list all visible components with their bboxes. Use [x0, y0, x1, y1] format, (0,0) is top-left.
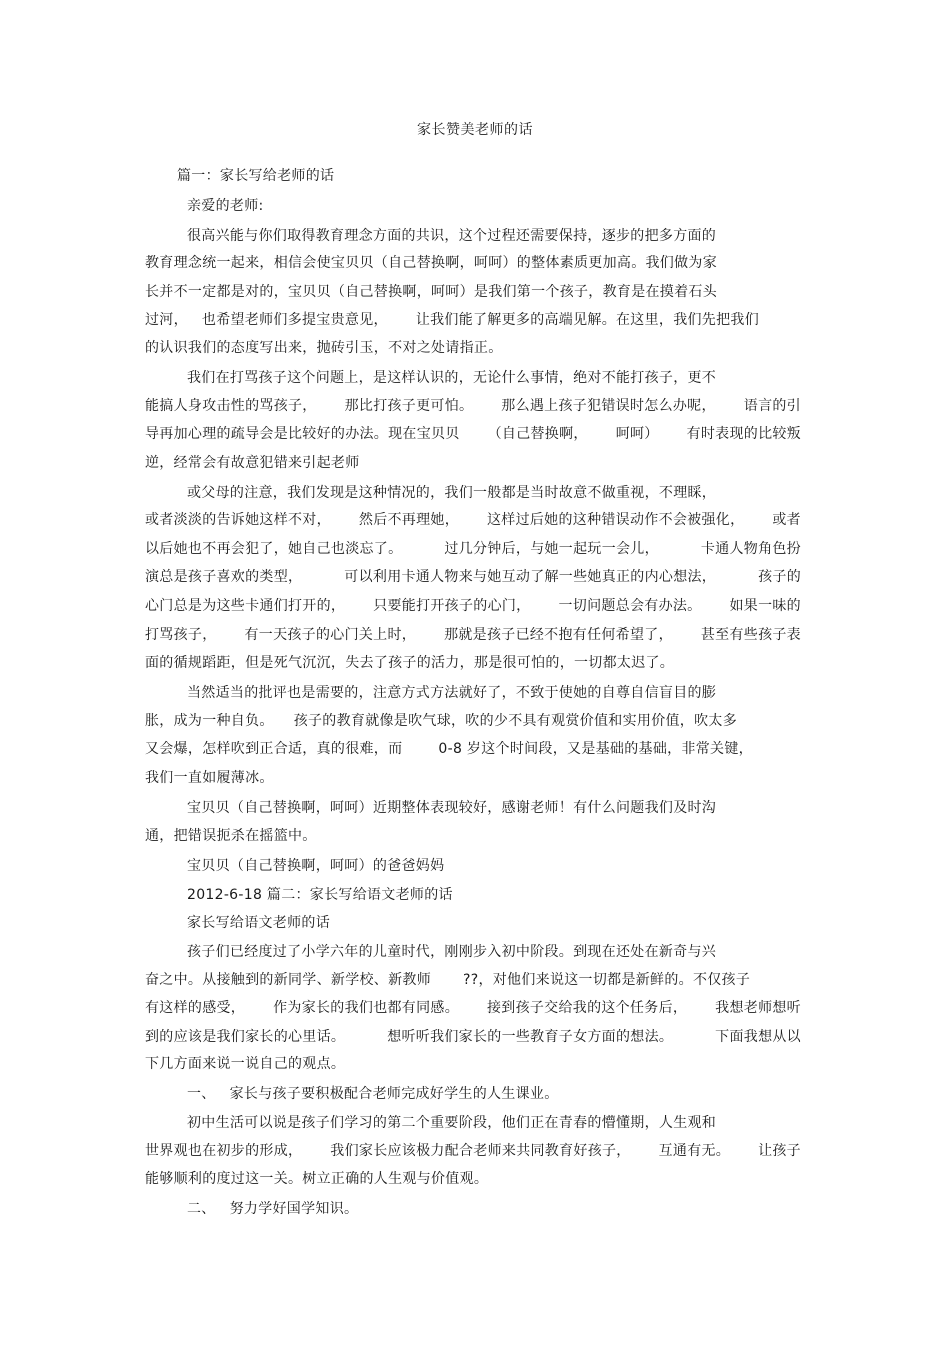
- text-segment: 下面我想从以: [715, 1029, 801, 1045]
- text-segment: 作为家长的我们也都有同感。: [273, 1000, 459, 1016]
- text-segment: 只要能打开孩子的心门，: [373, 598, 531, 614]
- paragraph-line: 教育理念统一起来，相信会使宝贝贝（自己替换啊，呵呵）的整体素质更加高。我们做为家: [145, 255, 717, 271]
- list-item: [187, 1200, 358, 1218]
- signature: 宝贝贝（自己替换啊，呵呵）的爸爸妈妈: [187, 858, 445, 874]
- text-segment: 互通有无。: [658, 1143, 731, 1159]
- paragraph-line: 逆，经常会有故意犯错来引起老师: [145, 455, 360, 471]
- text-segment: 能搞人身攻击性的骂孩子，: [145, 398, 317, 414]
- paragraph-line: 能够顺利的度过这一关。树立正确的人生观与价值观。: [145, 1171, 489, 1187]
- text-segment: 那么遇上孩子犯错误时怎么办呢，: [501, 398, 716, 414]
- paragraph-line: [145, 397, 801, 415]
- text-segment: 然后不再理她，: [358, 512, 459, 528]
- text-segment: 奋之中。从接触到的新同学、新学校、新教师: [145, 972, 431, 988]
- paragraph-line: [145, 568, 801, 586]
- text-segment: ??，对他们来说这一切都是新鲜的。不仅孩子: [463, 972, 751, 988]
- paragraph-line: [145, 999, 801, 1017]
- paragraph-line: 很高兴能与你们取得教育理念方面的共识，这个过程还需要保持，逐步的把多方面的: [187, 228, 717, 244]
- text-segment: 有一天孩子的心门关上时，: [244, 627, 417, 643]
- paragraph-line: [145, 971, 750, 989]
- text-segment: 如果一味的: [729, 598, 801, 614]
- paragraph-line: 孩子们已经度过了小学六年的儿童时代，刚刚步入初中阶段。到现在还处在新奇与兴: [187, 944, 717, 960]
- paragraph-line: 长并不一定都是对的，宝贝贝（自己替换啊，呵呵）是我们第一个孩子，教育是在摸着石头: [145, 284, 717, 300]
- text-segment: 演总是孩子喜欢的类型，: [145, 569, 303, 585]
- text-segment: 那比打孩子更可怕。: [344, 398, 474, 414]
- text-segment: 让孩子: [758, 1143, 801, 1159]
- text-segment: 有时表现的比较叛: [686, 426, 801, 442]
- text-segment: 我们家长应该极力配合老师来共同教育好孩子，: [330, 1143, 631, 1159]
- paragraph-line: [145, 712, 737, 730]
- text-segment: 一切问题总会有办法。: [558, 598, 702, 614]
- text-segment: 打骂孩子，: [145, 627, 217, 643]
- salutation: 亲爱的老师:: [187, 198, 264, 214]
- text-segment: 过几分钟后，与她一起玩一会儿，: [444, 541, 659, 557]
- text-segment: 或者淡淡的告诉她这样不对，: [145, 512, 331, 528]
- text-segment: 可以利用卡通人物来与她互动了解一些她真正的内心想法，: [344, 569, 717, 585]
- paragraph-line: 初中生活可以说是孩子们学习的第二个重要阶段，他们正在青春的懵懂期，人生观和: [187, 1115, 717, 1131]
- paragraph-line: 的认识我们的态度写出来，抛砖引玉，不对之处请指正。: [145, 340, 503, 356]
- text-segment: 或者: [772, 512, 801, 528]
- text-segment: 那就是孩子已经不抱有任何希望了，: [444, 627, 673, 643]
- paragraph-line: 宝贝贝（自己替换啊，呵呵）近期整体表现较好，感谢老师！有什么问题我们及时沟: [187, 800, 717, 816]
- list-number: 二、: [187, 1201, 216, 1217]
- paragraph-line: [145, 511, 801, 529]
- list-number: 一、: [187, 1086, 216, 1102]
- date-and-section-heading: 2012-6-18 篇二：家长写给语文老师的话: [187, 887, 453, 903]
- list-text: 努力学好国学知识。: [229, 1201, 359, 1217]
- text-segment: 孩子的: [758, 569, 801, 585]
- text-segment: 到的应该是我们家长的心里话。: [145, 1029, 346, 1045]
- text-segment: 想听听我们家长的一些教育子女方面的想法。: [387, 1029, 674, 1045]
- paragraph-line: [145, 1028, 801, 1046]
- paragraph-line: 我们在打骂孩子这个问题上，是这样认识的，无论什么事情，绝对不能打孩子，更不: [187, 370, 717, 386]
- paragraph-line: [145, 540, 801, 558]
- text-segment: 世界观也在初步的形成，: [145, 1143, 303, 1159]
- text-segment: 又会爆，怎样吹到正合适，真的很难，而: [145, 741, 403, 757]
- paragraph-line: 或父母的注意，我们发现是这种情况的，我们一般都是当时故意不做重视，不理睬，: [187, 485, 717, 501]
- text-segment: 卡通人物角色扮: [700, 541, 801, 557]
- text-segment: 孩子的教育就像是吹气球，吹的少不具有观赏价值和实用价值，吹太多: [293, 713, 738, 729]
- paragraph-line: [145, 597, 801, 615]
- text-segment: 语言的引: [743, 398, 801, 414]
- paragraph-line: [145, 425, 801, 443]
- section-heading: 家长写给语文老师的话: [187, 915, 330, 931]
- paragraph-line: [145, 1142, 801, 1160]
- text-segment: 过河，: [145, 312, 188, 328]
- text-segment: 这样过后她的这种错误动作不会被强化，: [486, 512, 745, 528]
- section-heading: 篇一：家长写给老师的话: [177, 168, 335, 184]
- text-segment: 0-8 岁这个时间段，又是基础的基础，非常关键，: [438, 741, 753, 757]
- text-segment: 以后她也不再会犯了，她自己也淡忘了。: [145, 541, 403, 557]
- paragraph-line: 我们一直如履薄冰。: [145, 770, 274, 786]
- paragraph-line: 下几方面来说一说自己的观点。: [145, 1056, 346, 1072]
- paragraph-line: 面的循规蹈距，但是死气沉沉，失去了孩子的活力，那是很可怕的，一切都太迟了。: [145, 655, 675, 671]
- list-text: 家长与孩子要积极配合老师完成好学生的人生课业。: [229, 1086, 559, 1102]
- text-segment: 也希望老师们多提宝贵意见，: [201, 312, 388, 328]
- text-segment: 甚至有些孩子表: [700, 627, 801, 643]
- text-segment: 让我们能了解更多的高端见解。在这里，我们先把我们: [415, 312, 760, 328]
- document-title: 家长赞美老师的话: [417, 122, 533, 138]
- text-segment: 接到孩子交给我的这个任务后，: [486, 1000, 688, 1016]
- text-segment: （自己替换啊，: [487, 426, 588, 442]
- paragraph-line: [145, 311, 759, 329]
- list-item: [187, 1085, 559, 1103]
- text-segment: 呵呵）: [615, 426, 659, 442]
- text-segment: 导再加心理的疏导会是比较好的办法。现在宝贝贝: [145, 426, 460, 442]
- paragraph-line: [145, 740, 753, 758]
- text-segment: 胀，成为一种自负。: [145, 713, 274, 729]
- text-segment: 有这样的感受，: [145, 1000, 246, 1016]
- text-segment: 我想老师想听: [715, 1000, 801, 1016]
- paragraph-line: 通，把错误扼杀在摇篮中。: [145, 828, 317, 844]
- paragraph-line: [145, 626, 801, 644]
- text-segment: 心门总是为这些卡通们打开的，: [145, 598, 346, 614]
- paragraph-line: 当然适当的批评也是需要的，注意方式方法就好了，不致于使她的自尊自信盲目的膨: [187, 685, 717, 701]
